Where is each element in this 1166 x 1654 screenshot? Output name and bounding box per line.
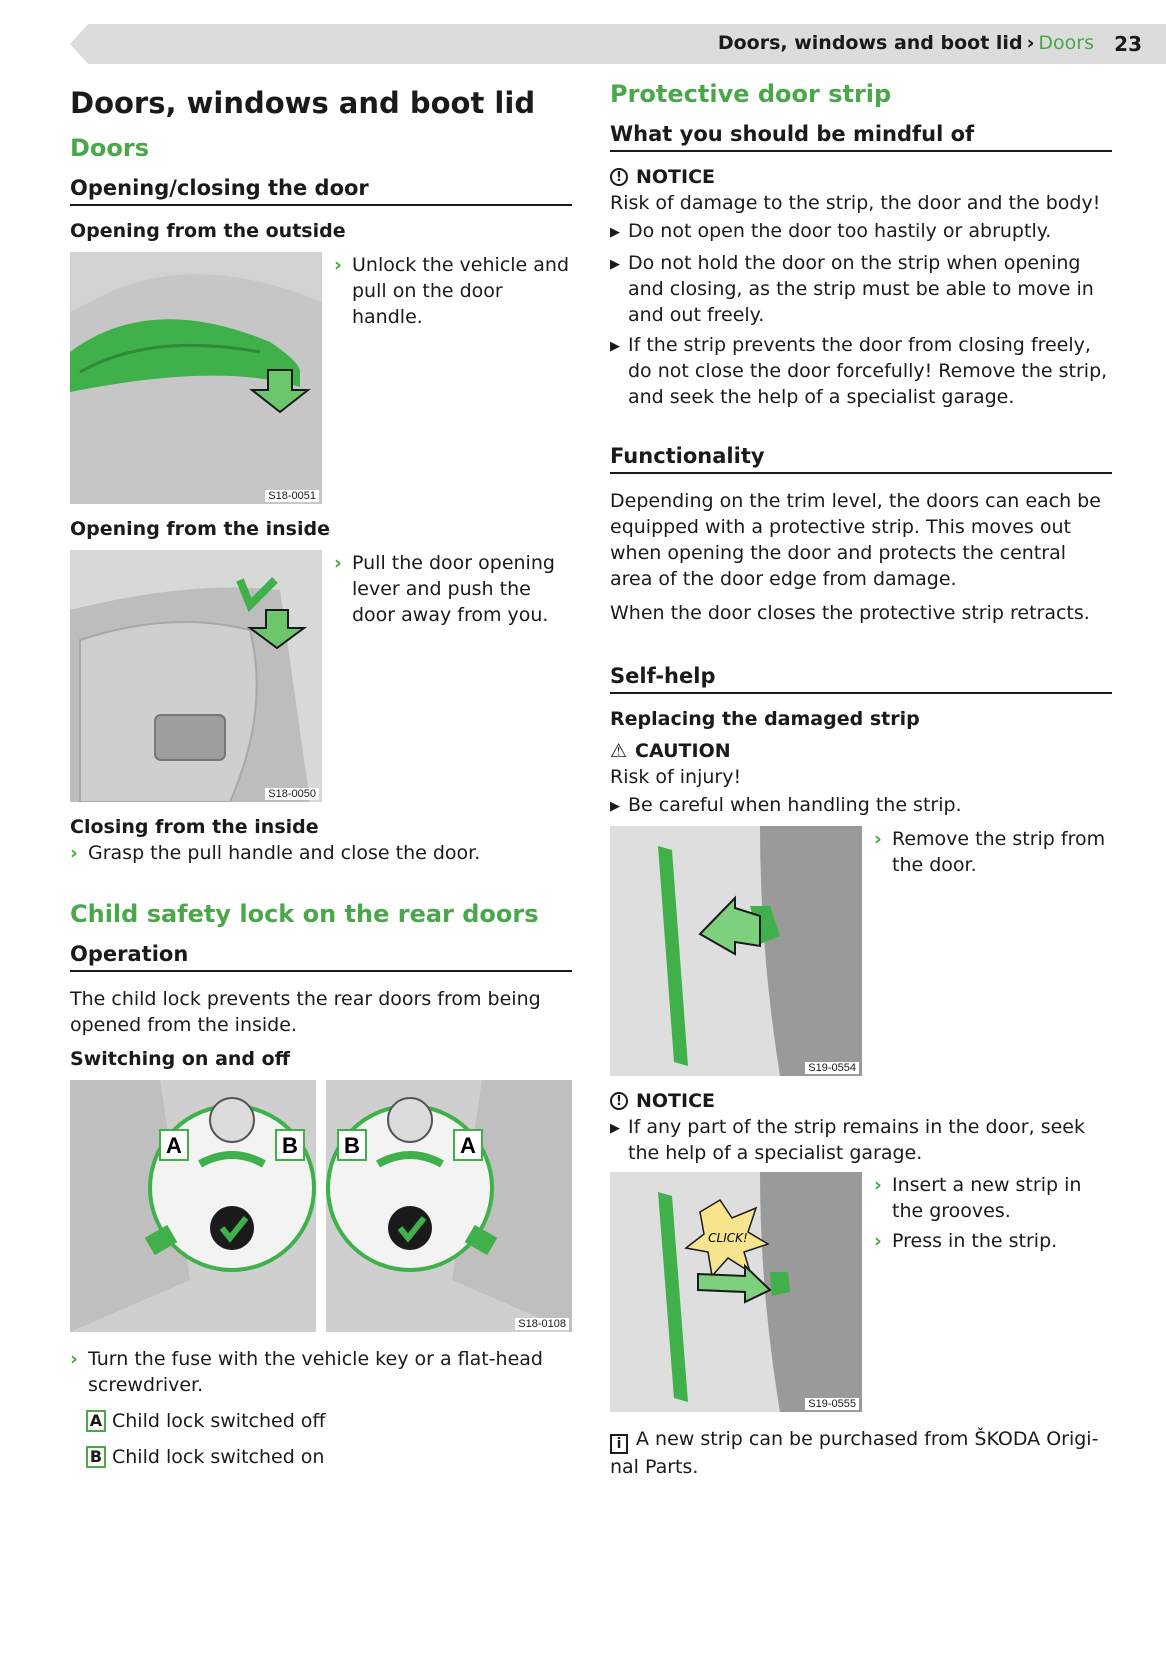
remove-strip-illustration [610,826,862,1076]
child-lock-figure [70,1080,572,1332]
notice-bullet: ▶ Do not hold the door on the strip when opening and closing, as the strip must be able to move in and out freely. [610,252,1094,326]
info-icon: i [610,1434,628,1454]
legend-a [86,1408,572,1434]
fig-label-a: A [460,1133,476,1158]
legend-a-text: Child lock switched off [112,1410,326,1432]
insert-strip-figure [610,1172,862,1412]
caution-title: ⚠ CAUTION [610,740,731,762]
door-lever-illustration [70,550,322,802]
door-handle-illustration [70,252,322,504]
notice-title: ! NOTICE [610,166,1112,188]
remove-step: › Remove the strip from the door. [874,828,1106,876]
chevron-right-icon: › [70,1348,78,1370]
caution-bullet: ▶ Be careful when handling the strip. [610,792,1112,820]
figure-code: S19-0554 [805,1062,859,1074]
child-lock-heading: Child safety lock on the rear doors [70,900,539,928]
figure-code: S18-0108 [515,1318,569,1330]
outside-step [334,252,572,330]
functionality-text: Depending on the trim level, the doors can each be equipped with a protective strip. This moves out when opening the door and protects the central area of the door edge from damage. [610,490,1101,590]
triangle-right-icon: ▶ [610,339,620,354]
insert-figure-row [610,1172,1112,1412]
triangle-right-icon: ▶ [610,1121,620,1136]
left-column [70,80,572,1480]
press-step: › Press in the strip. [874,1230,1058,1252]
switching-heading: Switching on and off [70,1048,291,1070]
functionality-heading: Functionality [610,444,1112,474]
breadcrumb-subsection[interactable]: Doors [1038,32,1094,54]
figure-code: S19-0555 [805,1398,859,1410]
notice-icon: ! [610,168,628,186]
chapter-title: Doors, windows and boot lid [70,86,536,120]
triangle-right-icon: ▶ [610,225,620,240]
page-number: 23 [1114,32,1142,56]
mindful-heading: What you should be mindful of [610,122,1112,152]
turn-step-text: Turn the fuse with the vehicle key or a flat-head screwdriver. [88,1348,543,1396]
triangle-right-icon: ▶ [610,799,620,814]
operation-text: The child lock prevents the rear doors from being opened from the inside. [70,988,541,1036]
legend-b [86,1444,572,1470]
operation-heading: Operation [70,942,572,972]
legend-a-letter: A [86,1410,106,1432]
figure-code: S18-0050 [265,788,319,800]
fig-label-a: A [166,1133,182,1158]
warning-triangle-icon: ⚠ [610,740,628,762]
figure-code: S18-0051 [265,490,319,502]
child-icon [210,1098,254,1142]
chevron-right-icon: › [334,552,342,574]
door-lever-figure [70,550,322,802]
selfhelp-heading: Self-help [610,664,1112,694]
remove-figure-row [610,826,1112,1076]
child-icon [388,1098,432,1142]
inside-figure-row [70,550,572,802]
door-handle-figure [70,252,322,504]
breadcrumb-separator: › [1026,32,1035,54]
remove-strip-figure [610,826,862,1076]
insert-strip-illustration [610,1172,862,1412]
inside-heading: Opening from the inside [70,518,330,540]
chevron-right-icon: › [334,254,342,276]
replacing-heading: Replacing the damaged strip [610,708,920,730]
notice-bullet: ▶ If the strip prevents the door from closing freely, do not close the door forcefully! Remove the strip, and seek the help of a specialist garage. [610,334,1108,408]
click-label: CLICK! [708,1231,748,1245]
info-note: i A new strip can be purchased from ŠKODA Origi-nal Parts. [610,1428,1099,1478]
child-lock-illustration [70,1080,572,1332]
closing-heading: Closing from the inside [70,816,319,838]
notice-title-2: ! NOTICE [610,1090,1112,1112]
notice-bullet-2: ▶ If any part of the strip remains in the door, seek the help of a specialist garage. [610,1116,1085,1164]
right-column [610,80,1112,1488]
notice-text: Risk of damage to the strip, the door and the body! [610,192,1101,214]
triangle-right-icon: ▶ [610,257,620,272]
doors-heading: Doors [70,134,150,162]
fig-label-b: B [344,1133,360,1158]
inside-step [334,550,572,628]
closing-step-text: Grasp the pull handle and close the door. [88,842,481,864]
turn-step [70,1346,572,1398]
breadcrumb [718,32,1094,54]
outside-heading: Opening from the outside [70,220,346,242]
chevron-right-icon: › [874,1174,882,1196]
chevron-right-icon: › [874,828,882,850]
closing-step [70,840,572,866]
inside-step-text: Pull the door opening lever and push the door away from you. [352,552,555,626]
chevron-right-icon: › [70,842,78,864]
fig-label-b: B [282,1133,298,1158]
notice-bullet: ▶ Do not open the door too hastily or abruptly. [610,218,1112,246]
breadcrumb-section: Doors, windows and boot lid [717,32,1023,54]
strip-heading: Protective door strip [610,80,892,108]
notice-icon: ! [610,1092,628,1110]
caution-text: Risk of injury! [610,766,742,788]
chevron-right-icon: › [874,1230,882,1252]
insert-step: › Insert a new strip in the grooves. [874,1174,1082,1222]
outside-figure-row [70,252,572,504]
functionality-text-2: When the door closes the protective strip retracts. [610,602,1090,624]
opening-closing-heading: Opening/closing the door [70,176,572,206]
outside-step-text: Unlock the vehicle and pull on the door handle. [352,254,570,328]
legend-b-letter: B [86,1446,106,1468]
legend-b-text: Child lock switched on [112,1446,325,1468]
